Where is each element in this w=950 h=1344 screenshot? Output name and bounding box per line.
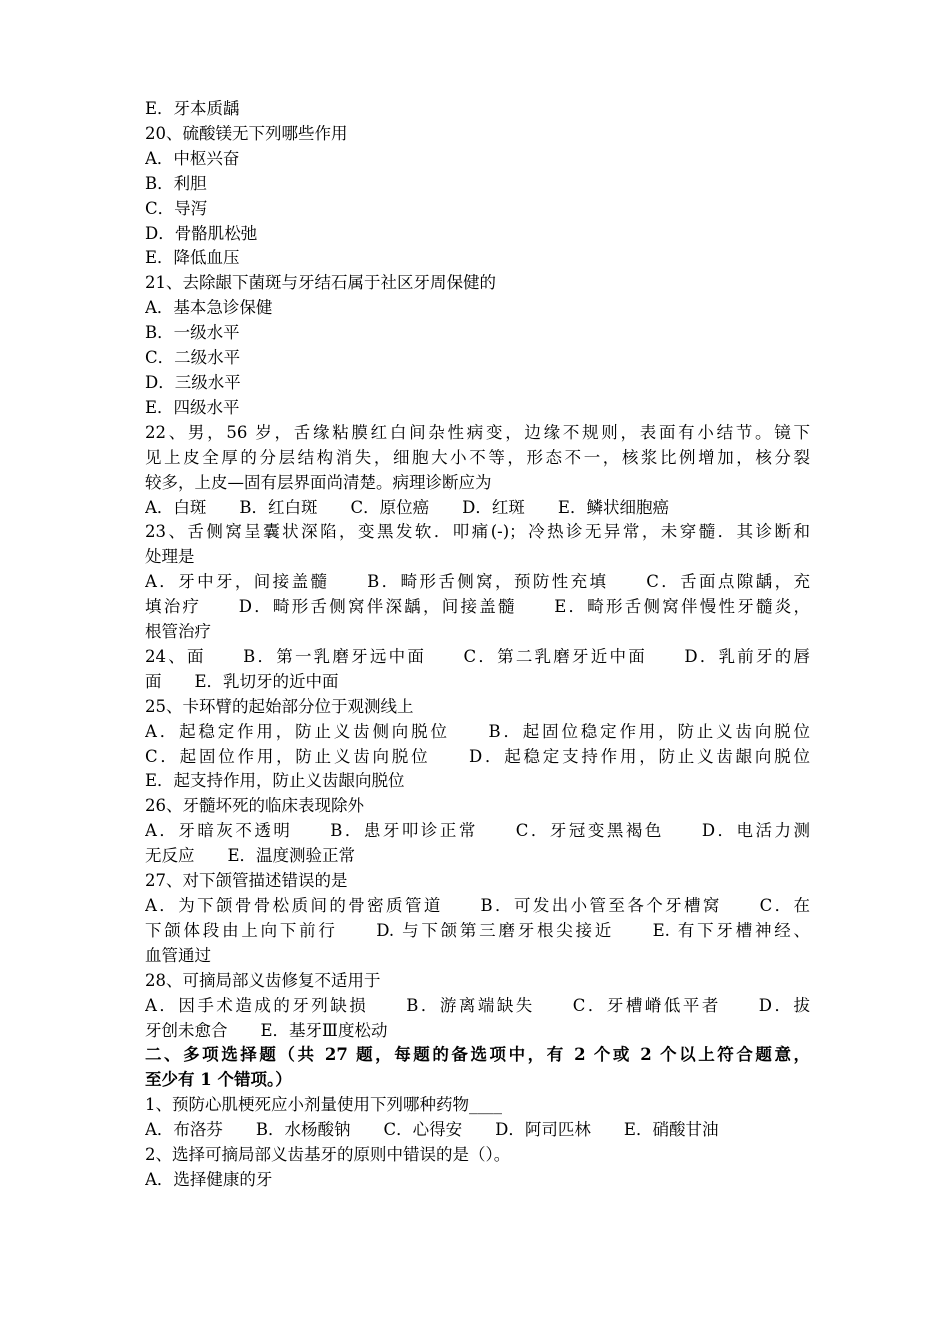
- text-line: 1、预防心肌梗死应小剂量使用下列哪种药物____: [145, 1095, 502, 1115]
- text-line: D．三级水平: [145, 372, 241, 392]
- text-line: A．牙中牙，间接盖髓 B．畸形舌侧窝，预防性充填 C．舌面点隙龋，充: [145, 572, 810, 592]
- text-line: 21、去除龈下菌斑与牙结石属于社区牙周保健的: [145, 273, 496, 293]
- text-line: E．降低血压: [145, 248, 240, 268]
- text-line: B．一级水平: [145, 323, 240, 343]
- text-line: A．基本急诊保健: [145, 298, 273, 318]
- text-line: C．导泻: [145, 198, 208, 218]
- text-line: 23、舌侧窝呈囊状深陷，变黑发软．叩痛(-)；冷热诊无异常，未穿髓．其诊断和: [145, 522, 810, 542]
- text-line: 牙创未愈合 E．基牙Ⅲ度松动: [145, 1020, 388, 1040]
- text-line: E．起支持作用，防止义齿龈向脱位: [145, 771, 405, 791]
- text-line: 20、硫酸镁无下列哪些作用: [145, 123, 348, 143]
- text-line: A．牙暗灰不透明 B．患牙叩诊正常 C．牙冠变黑褐色 D．电活力测: [145, 821, 810, 841]
- text-line: E．牙本质龋: [145, 99, 240, 118]
- text-line: 面 E．乳切牙的近中面: [145, 671, 339, 691]
- text-line: 较多，上皮—固有层界面尚清楚。病理诊断应为: [145, 472, 492, 492]
- text-line: A．为下颌骨骨松质间的骨密质管道 B．可发出小管至各个牙槽窝 C．在: [145, 896, 810, 915]
- text-line: C．起固位作用，防止义齿向脱位 D．起稳定支持作用，防止义齿龈向脱位: [145, 746, 810, 766]
- text-line: A．起稳定作用，防止义齿侧向脱位 B．起固位稳定作用，防止义齿向脱位: [145, 721, 810, 741]
- text-line: A．因手术造成的牙列缺损 B．游离端缺失 C．牙槽嵴低平者 D．拔: [145, 995, 810, 1015]
- text-line: 26、牙髓坏死的临床表现除外: [145, 796, 364, 816]
- text-line: 24、面 B．第一乳磨牙远中面 C．第二乳磨牙近中面 D．乳前牙的唇: [145, 646, 810, 666]
- text-line: D．骨骼肌松弛: [145, 223, 258, 243]
- text-line: B．利胆: [145, 173, 207, 193]
- text-line: 填治疗 D．畸形舌侧窝伴深龋，间接盖髓 E．畸形舌侧窝伴慢性牙髓炎，: [145, 597, 810, 617]
- text-line: 25、卡环臂的起始部分位于观测线上: [145, 696, 414, 716]
- text-line: A．选择健康的牙: [145, 1169, 273, 1189]
- text-line: 处理是: [145, 547, 195, 567]
- text-line: 27、对下颌管描述错误的是: [145, 871, 348, 891]
- text-line: A．中枢兴奋: [145, 148, 240, 168]
- text-line: 根管治疗: [145, 622, 211, 642]
- text-line: 2、选择可摘局部义齿基牙的原则中错误的是（）。: [145, 1145, 511, 1165]
- text-line: C．二级水平: [145, 348, 241, 368]
- text-line: E．四级水平: [145, 397, 240, 417]
- text-line: 下颌体段由上向下前行 D. 与下颌第三磨牙根尖接近 E. 有下牙槽神经、: [145, 920, 810, 940]
- text-line: 见上皮全厚的分层结构消失，细胞大小不等，形态不一，核浆比例增加，核分裂: [145, 447, 810, 467]
- text-line: 28、可摘局部义齿修复不适用于: [145, 970, 381, 990]
- text-line: 无反应 E．温度测验正常: [145, 846, 356, 866]
- text-line: A．布洛芬 B．水杨酸钠 C．心得安 D．阿司匹林 E．硝酸甘油: [145, 1120, 719, 1140]
- document-body: [145, 97, 810, 1193]
- text-line: A．白斑 B．红白斑 C．原位癌 D．红斑 E．鳞状细胞癌: [145, 497, 669, 517]
- section-heading-line: 二、多项选择题（共 27 题，每题的备选项中，有 2 个或 2 个以上符合题意，: [145, 1045, 810, 1065]
- text-line: 血管通过: [145, 945, 211, 965]
- text-line: 22、男，56 岁，舌缘粘膜红白间杂性病变，边缘不规则，表面有小结节。镜下: [145, 422, 810, 442]
- section-heading-line: 至少有 1 个错项。）: [145, 1070, 292, 1090]
